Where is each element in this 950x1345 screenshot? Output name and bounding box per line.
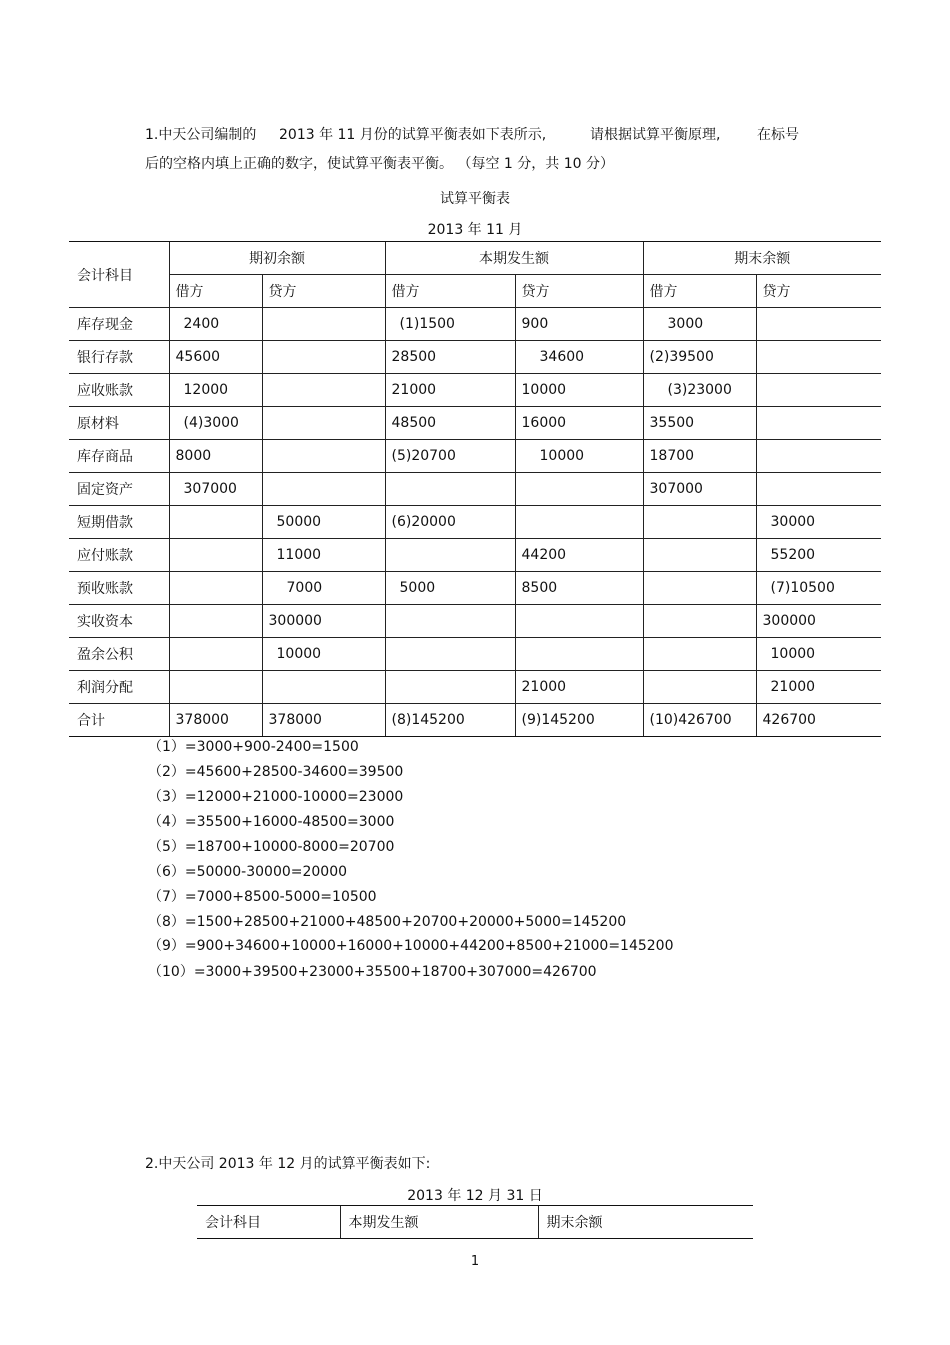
cell-opening-credit [262,341,385,374]
cell-period-credit: 21000 [515,671,643,704]
question2-date: 2013 年 12 月 31 日 [407,1188,543,1204]
header-subject: 会计科目 [69,242,169,308]
question1-line2: 后的空格内填上正确的数字，使试算平衡表平衡。 （每空 1 分，共 10 分） [145,156,614,172]
solution-line: （10）=3000+39500+23000+35500+18700+307000=426700 [148,964,597,980]
solution-line: （9）=900+34600+10000+16000+10000+44200+8500+21000=145200 [148,938,674,954]
table-row [69,308,881,341]
cell-closing-debit [643,671,756,704]
cell-opening-credit: 378000 [262,704,385,737]
header-period-amount: 本期发生额 [385,242,643,275]
cell-closing-debit: 307000 [643,473,756,506]
cell-closing-credit [756,341,881,374]
cell-opening-debit [169,572,262,605]
table-row [69,638,881,671]
cell-opening-debit: 12000 [169,374,262,407]
header-debit: 借方 [643,275,756,308]
row-subject: 盈余公积 [69,638,169,671]
cell-closing-debit: 35500 [643,407,756,440]
cell-opening-credit [262,440,385,473]
cell-opening-credit: 11000 [262,539,385,572]
question2-text: 2.中天公司 2013 年 12 月的试算平衡表如下: [145,1156,431,1172]
cell-period-debit: 21000 [385,374,515,407]
cell-period-debit: (1)1500 [385,308,515,341]
cell-period-credit: 44200 [515,539,643,572]
row-subject: 原材料 [69,407,169,440]
cell-period-credit: 900 [515,308,643,341]
cell-closing-credit [756,440,881,473]
cell-opening-credit [262,374,385,407]
cell-opening-credit: 50000 [262,506,385,539]
cell-closing-credit: 30000 [756,506,881,539]
cell-closing-debit: 3000 [643,308,756,341]
cell-closing-debit: (2)39500 [643,341,756,374]
header-debit: 借方 [385,275,515,308]
solution-line: （4）=35500+16000-48500=3000 [148,814,395,830]
cell-opening-debit [169,506,262,539]
cell-opening-debit: 378000 [169,704,262,737]
cell-period-debit [385,671,515,704]
cell-period-credit: 10000 [515,440,643,473]
cell-period-debit: 28500 [385,341,515,374]
cell-closing-debit: (10)426700 [643,704,756,737]
page-number: 1 [470,1254,480,1269]
header-closing-balance: 期末余额 [643,242,881,275]
solution-line: （6）=50000-30000=20000 [148,864,348,880]
trial-balance-table-2 [197,1205,753,1239]
header-closing-balance: 期末余额 [538,1206,753,1239]
solution-line: （2）=45600+28500-34600=39500 [148,764,404,780]
q1-part1: 1.中天公司编制的 [145,127,257,143]
q1-part3: 请根据试算平衡原理, [590,127,721,143]
table-row [69,341,881,374]
header-subject: 会计科目 [197,1206,340,1239]
solution-line: （3）=12000+21000-10000=23000 [148,789,404,805]
cell-opening-debit: 45600 [169,341,262,374]
table-row [69,506,881,539]
cell-closing-debit [643,572,756,605]
cell-closing-debit [643,506,756,539]
cell-period-credit: (9)145200 [515,704,643,737]
cell-opening-debit [169,605,262,638]
cell-closing-debit: (3)23000 [643,374,756,407]
header-credit: 贷方 [262,275,385,308]
q1-part2: 2013 年 11 月份的试算平衡表如下表所示, [279,127,547,143]
table-row [69,539,881,572]
table1-date: 2013 年 11 月 [427,222,523,238]
cell-period-credit: 16000 [515,407,643,440]
solution-line: （7）=7000+8500-5000=10500 [148,889,377,905]
cell-closing-credit [756,374,881,407]
row-subject: 应收账款 [69,374,169,407]
table-total-row [69,704,881,737]
row-subject: 固定资产 [69,473,169,506]
solution-line: （1）=3000+900-2400=1500 [148,739,359,755]
cell-closing-debit [643,539,756,572]
table-row [69,671,881,704]
cell-period-debit [385,473,515,506]
row-subject: 合计 [69,704,169,737]
cell-closing-credit: (7)10500 [756,572,881,605]
table1-title: 试算平衡表 [440,191,510,207]
cell-opening-debit: (4)3000 [169,407,262,440]
header-opening-balance: 期初余额 [169,242,385,275]
cell-period-credit [515,473,643,506]
cell-opening-debit [169,638,262,671]
header-row-sides [69,275,881,308]
cell-opening-debit [169,671,262,704]
table-row [69,440,881,473]
cell-closing-debit: 18700 [643,440,756,473]
q1-part4: 在标号 [757,127,799,143]
table-row [69,605,881,638]
cell-closing-credit: 10000 [756,638,881,671]
cell-opening-debit [169,539,262,572]
cell-closing-credit [756,407,881,440]
cell-closing-credit: 21000 [756,671,881,704]
header-credit: 贷方 [756,275,881,308]
cell-period-debit: (8)145200 [385,704,515,737]
row-subject: 银行存款 [69,341,169,374]
trial-balance-table [69,241,881,737]
cell-period-debit: 48500 [385,407,515,440]
cell-opening-credit [262,407,385,440]
solution-line: （8）=1500+28500+21000+48500+20700+20000+5000=145200 [148,914,627,930]
cell-period-debit: (5)20700 [385,440,515,473]
cell-period-credit: 10000 [515,374,643,407]
cell-period-credit [515,506,643,539]
cell-period-credit: 34600 [515,341,643,374]
row-subject: 实收资本 [69,605,169,638]
cell-period-credit [515,605,643,638]
cell-period-debit: (6)20000 [385,506,515,539]
cell-opening-debit: 2400 [169,308,262,341]
table-row [69,374,881,407]
row-subject: 库存现金 [69,308,169,341]
cell-closing-credit [756,308,881,341]
cell-closing-credit: 55200 [756,539,881,572]
cell-opening-credit [262,671,385,704]
cell-closing-credit [756,473,881,506]
cell-period-debit [385,605,515,638]
header-credit: 贷方 [515,275,643,308]
cell-closing-debit [643,638,756,671]
table2-header-row [197,1206,753,1239]
header-debit: 借方 [169,275,262,308]
cell-period-debit [385,638,515,671]
header-period-amount: 本期发生额 [340,1206,538,1239]
row-subject: 利润分配 [69,671,169,704]
cell-opening-credit: 10000 [262,638,385,671]
cell-period-credit [515,638,643,671]
row-subject: 短期借款 [69,506,169,539]
cell-opening-debit: 8000 [169,440,262,473]
cell-period-debit [385,539,515,572]
cell-opening-credit: 300000 [262,605,385,638]
table-row [69,572,881,605]
table-row [69,407,881,440]
row-subject: 库存商品 [69,440,169,473]
row-subject: 应付账款 [69,539,169,572]
cell-opening-credit: 7000 [262,572,385,605]
header-row-groups [69,242,881,275]
cell-closing-debit [643,605,756,638]
cell-closing-credit: 426700 [756,704,881,737]
solution-line: （5）=18700+10000-8000=20700 [148,839,395,855]
cell-opening-debit: 307000 [169,473,262,506]
cell-opening-credit [262,308,385,341]
cell-period-debit: 5000 [385,572,515,605]
row-subject: 预收账款 [69,572,169,605]
cell-closing-credit: 300000 [756,605,881,638]
cell-period-credit: 8500 [515,572,643,605]
table-row [69,473,881,506]
cell-opening-credit [262,473,385,506]
